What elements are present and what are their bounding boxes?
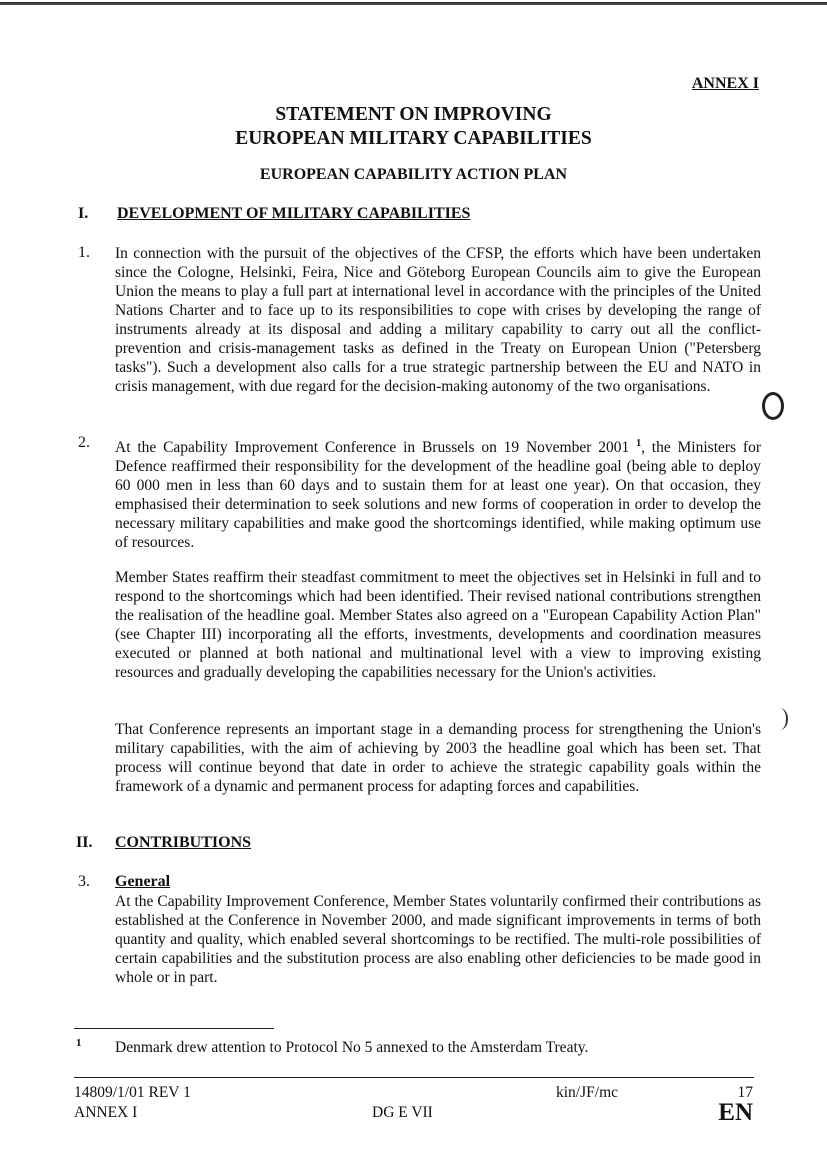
- footnote-separator: [74, 1028, 274, 1029]
- paragraph-1-text: In connection with the pursuit of the objectives of the CFSP, the efforts which have been undertaken since the Cologne, Helsinki, Feira, Nice and Göteborg European Councils aim to give the European Union the means to play a full part at international level in accordance with the principles of the United Nations Charter and to face up to its responsibilities to cope with crises by developing the range of instruments already at its disposal and adding a military capability to carry out all the conflict-prevention and crisis-management tasks as defined in the Treaty on European Union ("Petersberg tasks"). Such a development also calls for a true strategic partnership between the EU and NATO in crisis management, with due regard for the decision-making autonomy of the two organisations.: [115, 245, 761, 395]
- document-subtitle: EUROPEAN CAPABILITY ACTION PLAN: [259, 166, 568, 183]
- punch-hole-mark: [762, 392, 784, 420]
- footer-rule: [74, 1077, 754, 1078]
- section-1-number: I.: [78, 205, 89, 222]
- annex-label: ANNEX I: [691, 75, 759, 92]
- footnote-mark: 1: [76, 1037, 82, 1049]
- footer-page-number: 17: [737, 1084, 753, 1101]
- footnote-reference: 1: [636, 438, 642, 449]
- section-2-title: CONTRIBUTIONS: [115, 834, 252, 851]
- document-title-line-1: STATEMENT ON IMPROVING: [275, 104, 552, 125]
- paragraph-3-heading: General: [115, 873, 171, 890]
- paragraph-2-text-a: At the Capability Improvement Conference in Brussels on 19 November 2001: [115, 439, 630, 456]
- footer-initials: kin/JF/mc: [556, 1084, 619, 1101]
- paragraph-2-continuation-1: Member States reaffirm their steadfast commitment to meet the objectives set in Helsinki in full and to respond to the shortcomings which had been identified. Their revised national contributions strengthen the realisation of the headline goal. Member States also agreed on a "European Capability Action Plan" (see Chapter III) incorporating all the efforts, investments, developments and coordination measures executed or planned at both national and multinational level with a view to improving existing resources and gradually developing the capabilities necessary for the Union's activities.: [115, 569, 761, 681]
- paragraph-2-text: [115, 434, 761, 552]
- footer-annex: ANNEX I: [74, 1104, 138, 1121]
- section-2-number: II.: [76, 834, 93, 851]
- footer-language-code: EN: [718, 1099, 753, 1126]
- paragraph-1-number: 1.: [78, 244, 90, 261]
- footnote-text: Denmark drew attention to Protocol No 5 annexed to the Amsterdam Treaty.: [115, 1039, 589, 1056]
- scan-top-border: [0, 2, 827, 5]
- section-1-title: DEVELOPMENT OF MILITARY CAPABILITIES: [117, 205, 471, 222]
- paragraph-3-text: At the Capability Improvement Conference, Member States voluntarily confirmed their contributions as established at the Conference in November 2000, and made significant improvements in terms of both quantity and quality, which enabled several shortcomings to be rectified. The multi-role possibilities of certain capabilities and the substitution process are also enabling other deficiencies to be made good in whole or in part.: [115, 893, 761, 986]
- document-title-line-2: EUROPEAN MILITARY CAPABILITIES: [235, 128, 592, 149]
- footer-dg: DG E VII: [372, 1104, 433, 1121]
- footer-doc-ref: 14809/1/01 REV 1: [74, 1084, 191, 1101]
- punch-hole-mark: [772, 708, 788, 730]
- paragraph-3-number: 3.: [78, 873, 90, 890]
- paragraph-2-number: 2.: [78, 434, 90, 451]
- paragraph-2-text-b: , the Ministers for Defence reaffirmed their responsibility for the development of the headline goal (being able to deploy 60 000 men in less than 60 days and to sustain them for at least one year). On that occasion, they emphasised their determination to seek solutions and new forms of cooperation in order to develop the necessary military capabilities and make good the shortcomings identified, while making optimum use of resources.: [115, 439, 761, 551]
- paragraph-2-continuation-2: That Conference represents an important stage in a demanding process for strengthening the Union's military capabilities, with the aim of achieving by 2003 the headline goal which has been set. That process will continue beyond that date in order to achieve the strategic capability goals within the framework of a dynamic and permanent process for adapting forces and capabilities.: [115, 721, 761, 795]
